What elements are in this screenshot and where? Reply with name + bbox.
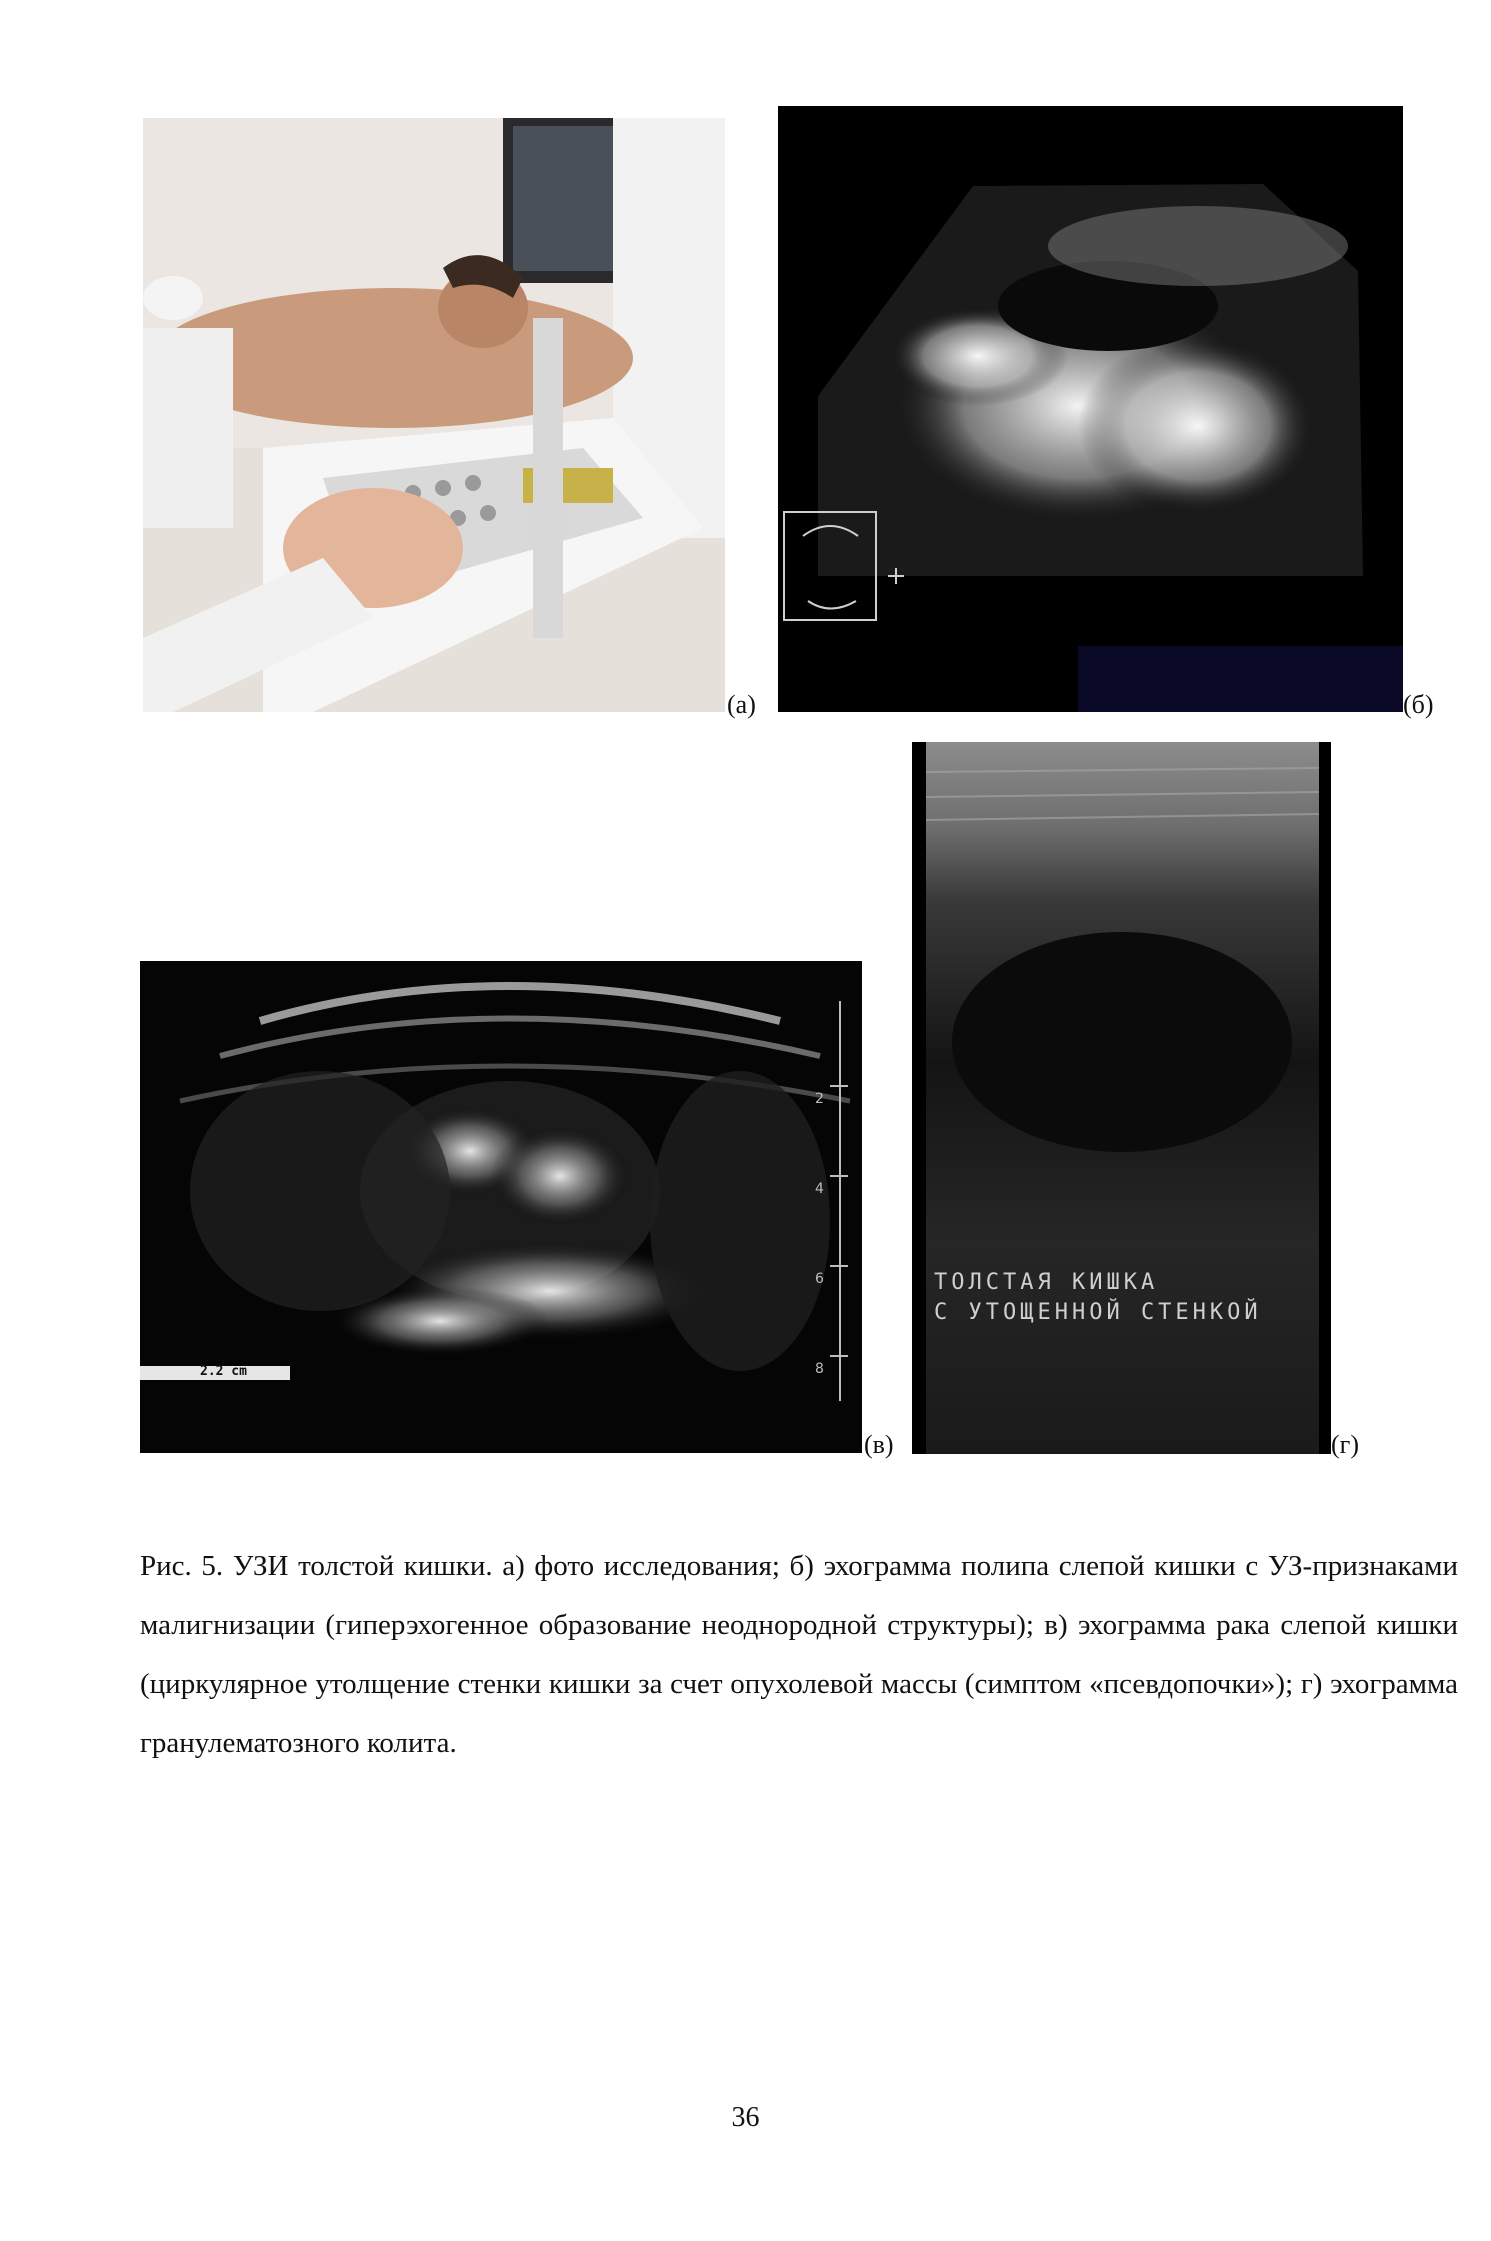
echogram-cancer	[140, 961, 862, 1453]
depth-tick-6: 6	[815, 1271, 824, 1287]
panel-label-b: (б)	[1403, 690, 1434, 719]
panel-label-a: (а)	[727, 690, 756, 719]
panel-label-v: (в)	[864, 1430, 894, 1459]
depth-tick-2: 2	[815, 1091, 824, 1107]
photo-ultrasound-exam	[143, 118, 725, 712]
overlay-text-line2: С УТОЩЕННОЙ СТЕНКОЙ	[934, 1300, 1262, 1325]
page-number: 36	[731, 2102, 760, 2133]
scale-bar-label: 2.2 cm	[200, 1364, 247, 1379]
depth-tick-4: 4	[815, 1181, 824, 1197]
echogram-colitis	[912, 742, 1331, 1454]
figure-caption: Рис. 5. УЗИ толстой кишки. а) фото исследования; б) эхограмма полипа слепой кишки с УЗ-признаками малигнизации (гиперэхогенное образование неоднородной структуры); в) эхограмма рака слепой кишки (циркулярное утолщение стенки кишки за счет опухолевой массы (симптом «псевдопочки»); г) эхограмма гранулематозного колита.	[140, 1550, 1458, 1759]
depth-tick-8: 8	[815, 1361, 824, 1377]
echogram-polyp	[778, 106, 1403, 712]
panel-label-g: (г)	[1331, 1430, 1359, 1459]
overlay-text-line1: ТОЛСТАЯ КИШКА	[934, 1270, 1159, 1295]
